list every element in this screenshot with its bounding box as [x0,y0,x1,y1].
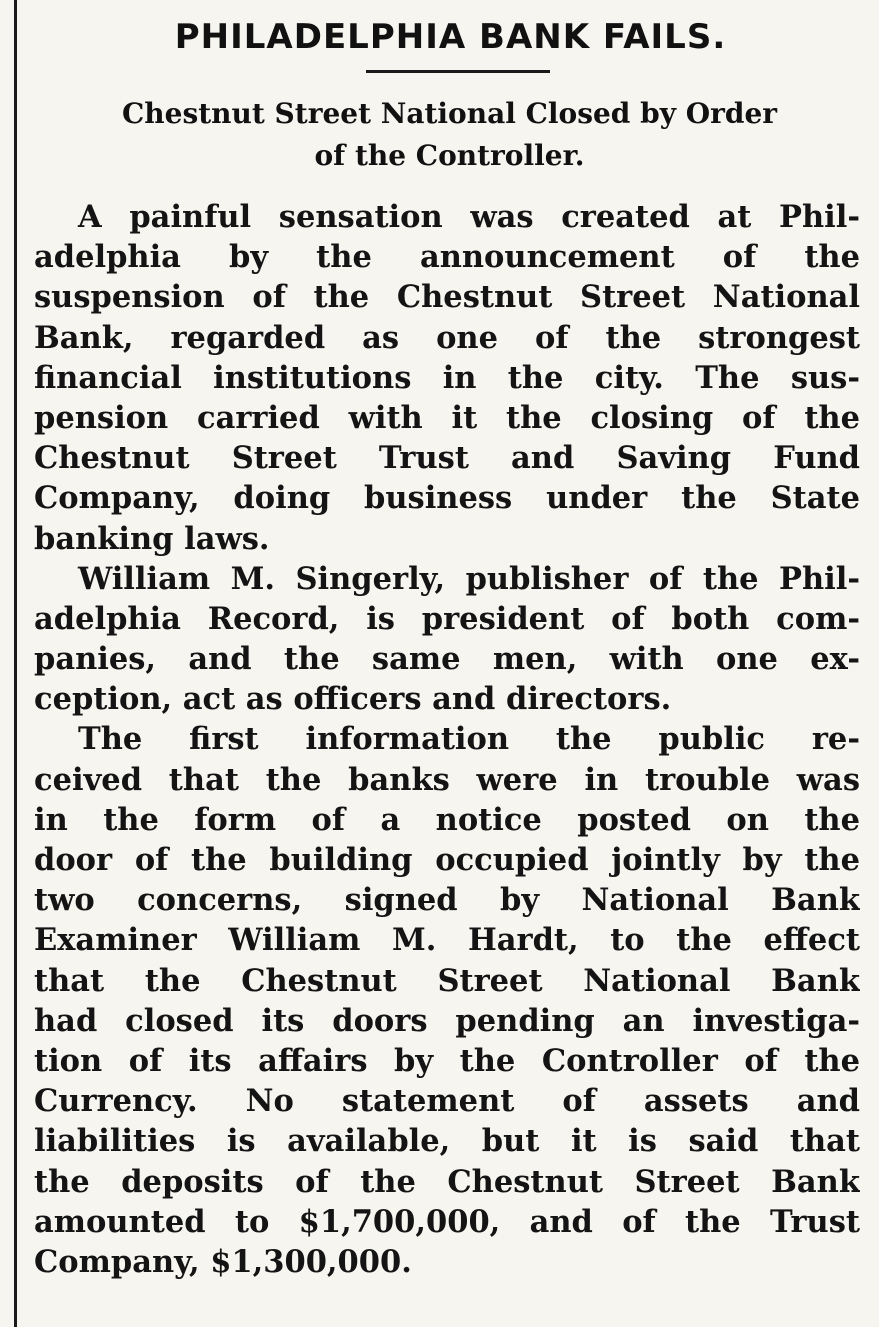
text-line: Company, doing business under the State [34,480,860,517]
text-line: ception, act as officers and directors. [34,681,672,718]
headline: PHILADELPHIA BANK FAILS. [174,17,727,57]
text-line: Company, $1,300,000. [34,1243,412,1280]
paragraph-1 [34,197,860,559]
paragraph-2 [34,559,860,720]
text-line: tion of its affairs by the Controller of the [34,1042,860,1079]
text-line: financial institutions in the city. The sus- [34,359,860,396]
text-line: Chestnut Street Trust and Saving Fund [34,440,860,477]
text-line: that the Chestnut Street National Bank [34,962,860,999]
text-line: The first information the public re- [78,721,860,758]
text-line: in the form of a notice posted on the [34,801,860,838]
text-line: amounted to $1,700,000, and of the Trust [34,1203,860,1240]
text-line: two concerns, signed by National Bank [34,882,860,919]
text-line: ceived that the banks were in trouble was [34,761,860,798]
text-line: adelphia Record, is president of both com- [34,600,860,637]
text-line: panies, and the same men, with one ex- [34,641,860,678]
text-line: had closed its doors pending an investiga- [34,1002,860,1039]
paragraph-3 [34,719,860,1282]
text-line: Examiner William M. Hardt, to the effect [34,922,860,959]
column-rule [14,0,17,1327]
text-line: adelphia by the announcement of the [34,239,860,276]
text-line: door of the building occupied jointly by the [34,842,860,878]
subheadline-line-1: Chestnut Street National Closed by Order [121,97,778,130]
text-line: William M. Singerly, publisher of the Phil- [78,560,860,597]
text-line: A painful sensation was created at Phil- [78,199,860,235]
text-line: pension carried with it the closing of the [34,399,860,436]
text-line: the deposits of the Chestnut Street Bank [34,1163,860,1200]
subheadline [34,93,865,177]
headline-rule [366,70,550,73]
text-line: liabilities is available, but it is said that [34,1123,860,1160]
text-line: Currency. No statement of assets and [34,1083,860,1120]
subheadline-line-2: of the Controller. [314,139,585,172]
text-line: banking laws. [34,520,270,557]
text-line: suspension of the Chestnut Street National [34,279,860,316]
text-line: Bank, regarded as one of the strongest [34,319,860,356]
article-body [34,197,860,1282]
